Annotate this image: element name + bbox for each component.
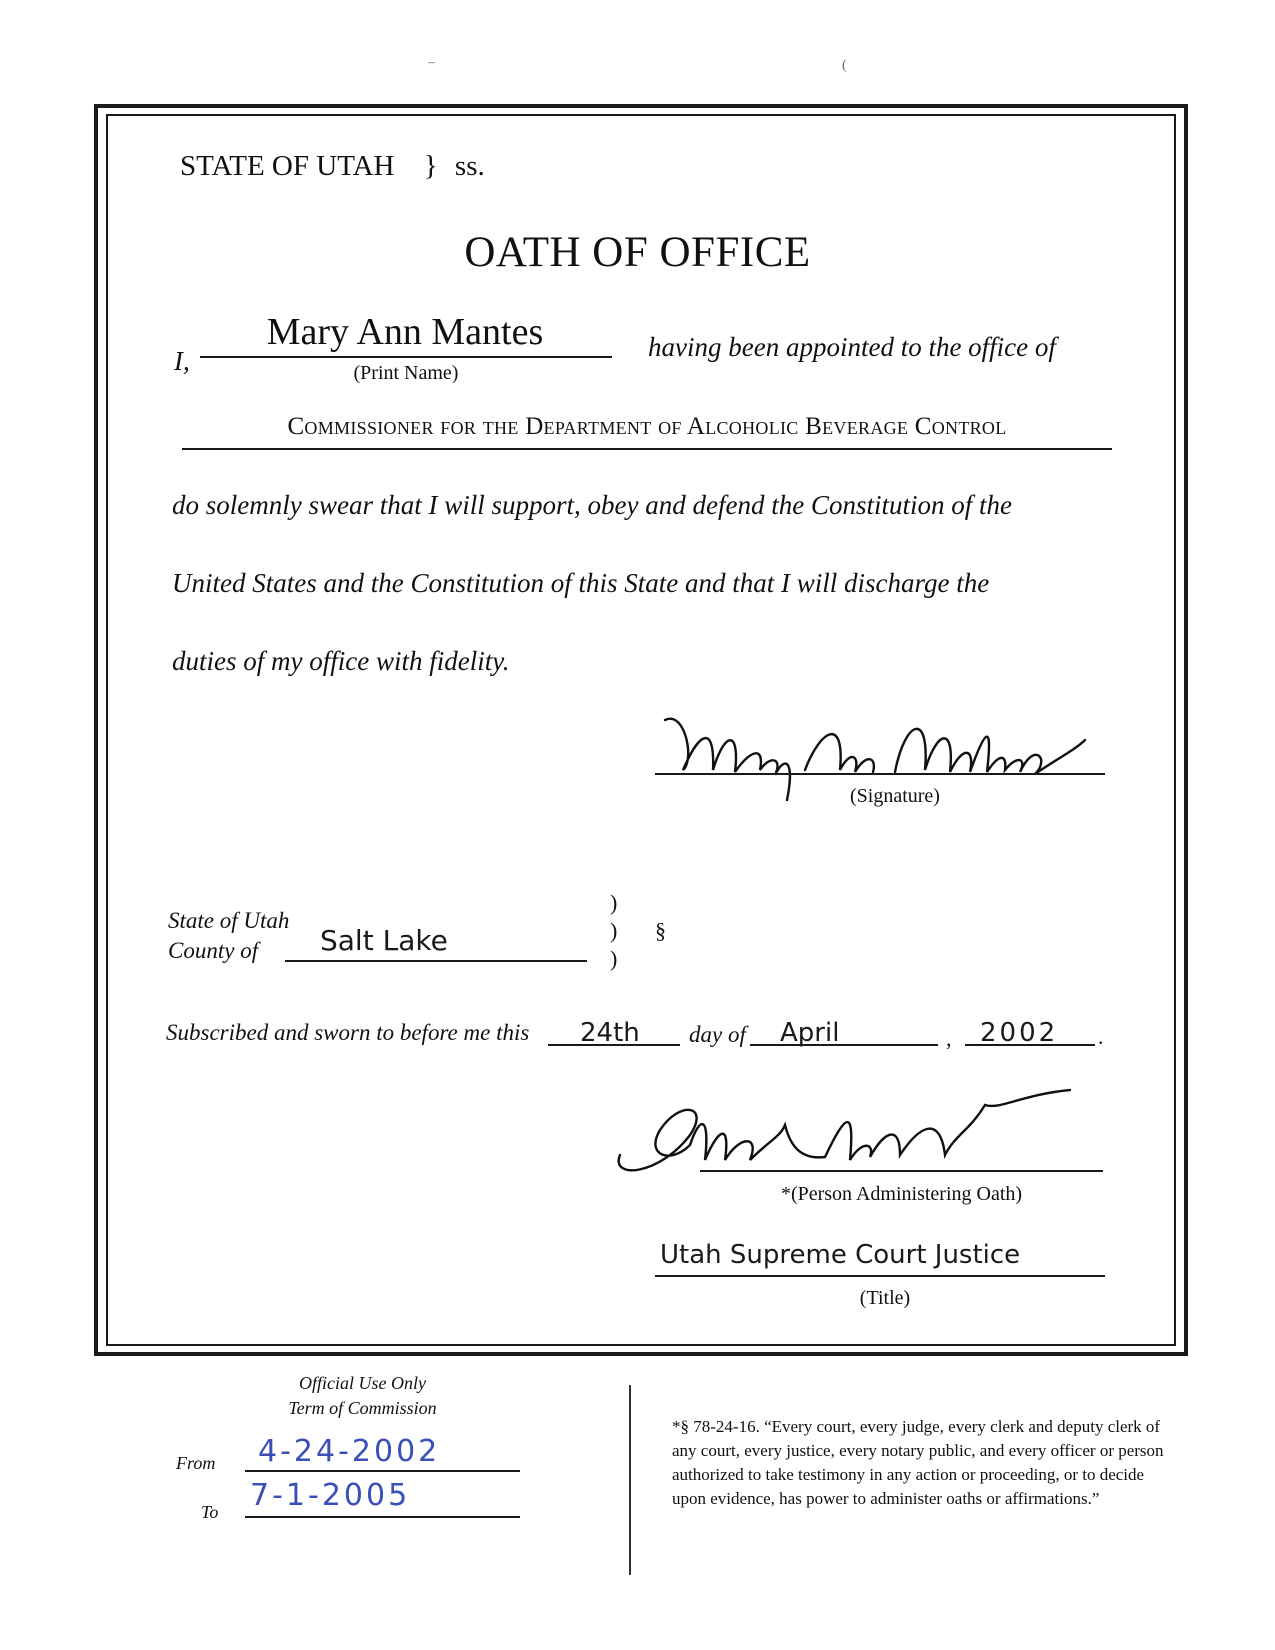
brace-symbol: }	[423, 150, 438, 182]
year-value: 2002	[980, 1018, 1059, 1048]
paren-2: )	[610, 918, 618, 943]
from-value: 4-24-2002	[258, 1434, 441, 1469]
official-use-heading: Official Use Only	[299, 1373, 426, 1393]
printed-name: Mary Ann Mantes	[266, 311, 544, 353]
county-value: Salt Lake	[320, 924, 448, 957]
appointed-text: having been appointed to the office of	[648, 332, 1056, 362]
year-line	[965, 1044, 1095, 1046]
administering-signature	[600, 1085, 1080, 1190]
to-label: To	[201, 1502, 219, 1522]
from-label: From	[176, 1453, 216, 1473]
administering-caption: *(Person Administering Oath)	[780, 1183, 1023, 1205]
day-line	[548, 1044, 680, 1046]
term-heading: Term of Commission	[288, 1398, 437, 1418]
office-line	[182, 448, 1112, 450]
footer-divider	[629, 1385, 631, 1575]
print-name-caption: (Print Name)	[353, 362, 459, 384]
i-prefix: I,	[174, 346, 190, 376]
venue-header	[180, 150, 485, 183]
month-value: April	[780, 1018, 840, 1048]
section-symbol: §	[655, 918, 666, 943]
justice-title: Utah Supreme Court Justice	[660, 1240, 1021, 1270]
to-value: 7-1-2005	[250, 1478, 411, 1513]
administering-line	[700, 1170, 1103, 1172]
subscribed-text: Subscribed and sworn to before me this	[166, 1020, 530, 1045]
month-line	[750, 1044, 938, 1046]
oath-line-1: do solemnly swear that I will support, obey and defend the Constitution of the	[172, 490, 1012, 520]
to-line	[245, 1516, 520, 1518]
ss-abbrev: ss.	[454, 150, 485, 182]
statute-note: *§ 78-24-16. “Every court, every judge, every clerk and deputy clerk of any court, every justice, every notary public, and every officer or person authorized to take testimony in any action or proceeding, or to decide upon evidence, has power to administer oaths or affirmations.”	[672, 1417, 1164, 1508]
from-line	[245, 1470, 520, 1472]
signature-line	[655, 773, 1105, 775]
office-title: Commissioner for the Department of Alcoholic Beverage Control	[287, 413, 1007, 440]
jurat-state: State of Utah	[168, 908, 290, 933]
day-value: 24th	[580, 1018, 640, 1048]
document-title: OATH OF OFFICE	[464, 229, 811, 276]
scan-mark: –	[428, 55, 435, 70]
title-line	[655, 1275, 1105, 1277]
oath-line-3: duties of my office with fidelity.	[172, 646, 510, 676]
county-line	[285, 960, 587, 962]
comma: ,	[946, 1026, 952, 1051]
title-caption: (Title)	[859, 1287, 911, 1309]
state-label: STATE OF UTAH	[180, 150, 395, 182]
jurat-county-label: County of	[168, 938, 259, 963]
oath-line-2: United States and the Constitution of this State and that I will discharge the	[172, 568, 990, 598]
day-of-text: day of	[689, 1022, 746, 1047]
paren-3: )	[610, 946, 618, 971]
period: .	[1098, 1024, 1104, 1049]
paren-1: )	[610, 890, 618, 915]
signature-caption: (Signature)	[850, 785, 940, 807]
print-name-line	[200, 356, 612, 358]
scan-mark: (	[842, 58, 847, 73]
